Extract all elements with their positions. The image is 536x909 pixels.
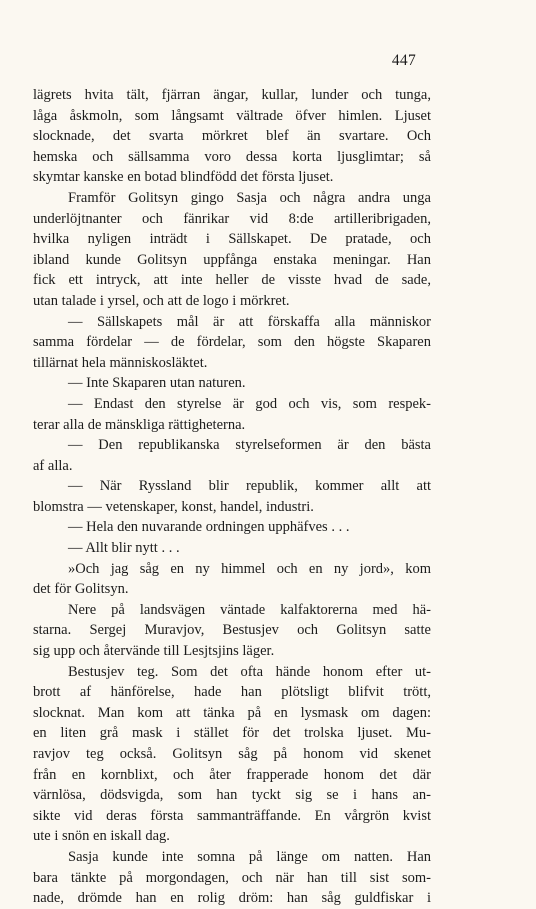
- text-line: sig upp och återvände till Lesjtsjins läger.: [33, 643, 275, 660]
- text-line: låga åskmoln, som långsamt vältrade öfver himlen. Ljuset: [33, 107, 431, 124]
- text-line: Nere på landsvägen väntade kalfaktorerna med hä-: [68, 601, 431, 618]
- text-line: bara tänkte på morgondagen, och när han till sist som-: [33, 869, 431, 886]
- text-line: — Den republikanska styrelseformen är den bästa: [68, 437, 431, 454]
- page-number: 447: [391, 52, 416, 69]
- text-line: hemska och sällsamma voro dessa korta ljusglimtar; så: [33, 148, 431, 165]
- text-line: en liten grå mask i stället för det trolska ljuset. Mu-: [33, 725, 431, 742]
- text-line: från en kornblixt, och åter frapperade honom det där: [33, 766, 431, 783]
- text-line: brott af hänförelse, hade han plötsligt blifvit trött,: [33, 684, 431, 701]
- text-line: värnlösa, dödsvigda, som han tyckt sig se i hans an-: [33, 787, 431, 804]
- text-line: — Endast den styrelse är god och vis, som respek-: [68, 395, 431, 412]
- text-line: samma fördelar — de fördelar, som den högste Skaparen: [33, 334, 431, 351]
- text-line: starna. Sergej Muravjov, Bestusjev och Golitsyn satte: [33, 622, 431, 639]
- text-line: Framför Golitsyn gingo Sasja och några andra unga: [68, 189, 431, 206]
- text-line: underlöjtnanter och fänrikar vid 8:de artilleribrigaden,: [33, 210, 431, 227]
- text-line: det för Golitsyn.: [33, 581, 129, 598]
- text-line: af alla.: [33, 457, 73, 474]
- text-line: »Och jag såg en ny himmel och en ny jord», kom: [68, 560, 431, 577]
- text-line: slocknat. Man kom att tänka på en lysmask om dagen:: [33, 704, 431, 721]
- text-line: Bestusjev teg. Som det ofta hände honom efter ut-: [68, 663, 431, 680]
- text-line: lägrets hvita tält, fjärran ängar, kullar, lunder och tunga,: [33, 87, 431, 103]
- text-line: fick ett intryck, att inte heller de visste hvad de sade,: [33, 272, 431, 289]
- text-line: hvilka nyligen inträdt i Sällskapet. De pratade, och: [33, 231, 431, 248]
- text-line: ibland kunde Golitsyn uppfånga enstaka meningar. Han: [33, 251, 431, 268]
- text-line: blomstra — vetenskaper, konst, handel, industri.: [33, 498, 314, 515]
- text-line: ute i snön en iskall dag.: [33, 828, 170, 845]
- text-line: utan talade i yrsel, och att de logo i mörkret.: [33, 292, 290, 309]
- text-line: ravjov teg också. Golitsyn såg på honom vid skenet: [33, 746, 431, 762]
- page-body-text: [33, 85, 431, 909]
- text-line: nade, drömde han en rolig dröm: han såg guldfiskar i: [33, 890, 431, 907]
- text-line: skymtar kanske en botad blindfödd det första ljuset.: [33, 169, 334, 186]
- text-line: — Inte Skaparen utan naturen.: [68, 375, 246, 392]
- text-line: slocknade, det svarta mörkret blef än svartare. Och: [33, 128, 431, 145]
- text-line: sikte vid deras första sammanträffande. En vårgrön kvist: [33, 807, 431, 824]
- text-line: tillärnat hela människosläktet.: [33, 354, 208, 371]
- text-line: — Sällskapets mål är att förskaffa alla människor: [68, 313, 431, 330]
- text-line: terar alla de mänskliga rättigheterna.: [33, 416, 246, 433]
- text-line: — När Ryssland blir republik, kommer allt att: [68, 478, 431, 495]
- text-line: — Allt blir nytt . . .: [68, 540, 180, 557]
- text-line: — Hela den nuvarande ordningen upphäfves . . .: [68, 519, 350, 536]
- text-line: Sasja kunde inte somna på länge om natten. Han: [68, 848, 431, 865]
